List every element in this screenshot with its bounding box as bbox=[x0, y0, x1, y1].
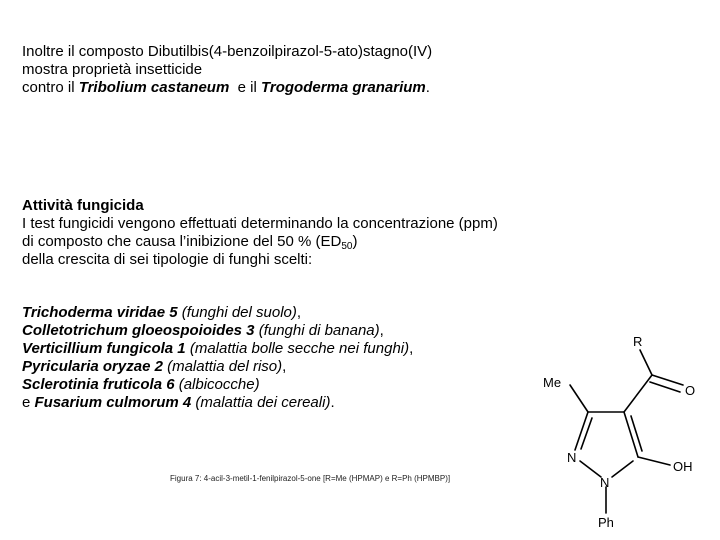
fungus-name: Trichoderma viridae 5 bbox=[22, 304, 178, 321]
fungicide-line-2-text: di composto che causa l’inibizione del 50 % (ED bbox=[22, 233, 342, 250]
bond-c4-c5-double bbox=[631, 416, 642, 451]
list-item bbox=[22, 322, 582, 340]
list-item-end: , bbox=[282, 358, 287, 375]
bond-n1-n2 bbox=[580, 461, 601, 477]
list-item bbox=[22, 304, 582, 322]
bond-r bbox=[640, 350, 652, 375]
label-oxygen: O bbox=[685, 383, 696, 398]
intro-line-3-mid: e il bbox=[229, 79, 261, 96]
fungus-desc: (albicocche) bbox=[174, 376, 260, 393]
pyrazolone-structure bbox=[530, 330, 720, 535]
fungus-name: Pyricularia oryzae 2 bbox=[22, 358, 163, 375]
fungus-name: Fusarium culmorum 4 bbox=[34, 394, 192, 411]
list-item bbox=[22, 340, 582, 358]
label-r: R bbox=[633, 334, 643, 349]
list-item-end: , bbox=[296, 304, 302, 321]
label-phenyl: Ph bbox=[598, 515, 614, 530]
list-item bbox=[22, 376, 582, 394]
intro-line-1: Inoltre il composto Dibutilbis(4-benzoilpirazol-5-ato)stagno(IV) bbox=[22, 43, 433, 60]
fungicide-line-2-close: ) bbox=[352, 233, 358, 250]
section-heading: Attività fungicida bbox=[22, 197, 144, 214]
species-trogoderma: Trogoderma granarium bbox=[260, 79, 426, 96]
bond-c5-n1 bbox=[612, 461, 633, 477]
fungus-desc: (funghi di banana) bbox=[254, 322, 380, 339]
fungus-desc: (malattia dei cereali) bbox=[191, 394, 331, 411]
bond-oh bbox=[638, 457, 670, 465]
bond-carbonyl-double bbox=[650, 382, 680, 392]
intro-line-3 bbox=[22, 79, 622, 97]
figure-caption: Figura 7: 4-acil-3-metil-1-fenilpirazol-5-one [R=Me (HPMAP) e R=Ph (HPMBP)] bbox=[170, 474, 451, 483]
fungus-name: Sclerotinia fruticola 6 bbox=[22, 376, 175, 393]
bond-acyl bbox=[624, 375, 652, 412]
fungicide-line-1: I test fungicidi vengono effettuati determinando la concentrazione (ppm) bbox=[22, 215, 498, 232]
intro-line-3-prefix: contro il bbox=[22, 79, 79, 96]
list-item-end: , bbox=[409, 340, 414, 357]
bond-n2-c3-double bbox=[581, 418, 592, 449]
fungus-desc: (funghi del suolo) bbox=[177, 304, 297, 321]
fungicide-line-3: della crescita di sei tipologie di funghi scelti: bbox=[22, 251, 313, 268]
bond-c4-c5 bbox=[624, 412, 638, 457]
ed-subscript: 50 bbox=[341, 241, 353, 252]
list-item bbox=[22, 394, 582, 412]
fungus-name: Verticillium fungicola 1 bbox=[22, 340, 186, 357]
list-item-end: , bbox=[379, 322, 384, 339]
label-hydroxyl: OH bbox=[673, 459, 693, 474]
list-item bbox=[22, 358, 582, 376]
fungi-list bbox=[22, 304, 582, 412]
fungus-desc: (malattia bolle secche nei funghi) bbox=[185, 340, 410, 357]
bond-n2-c3 bbox=[575, 412, 588, 450]
bond-methyl bbox=[570, 385, 588, 412]
intro-paragraph bbox=[22, 43, 622, 97]
fungicide-line-2 bbox=[22, 233, 662, 251]
label-n2: N bbox=[567, 450, 577, 465]
label-n1: N bbox=[600, 475, 610, 490]
list-item-prefix: e bbox=[22, 394, 35, 411]
intro-line-2: mostra proprietà insetticide bbox=[22, 61, 203, 78]
intro-line-3-suffix: . bbox=[425, 79, 430, 96]
species-tribolium: Tribolium castaneum bbox=[78, 79, 230, 96]
fungus-desc: (malattia del riso) bbox=[162, 358, 283, 375]
fungus-name: Colletotrichum gloeospoioides 3 bbox=[22, 322, 255, 339]
list-item-end: . bbox=[330, 394, 335, 411]
label-methyl: Me bbox=[543, 375, 562, 390]
fungicide-section bbox=[22, 197, 662, 269]
